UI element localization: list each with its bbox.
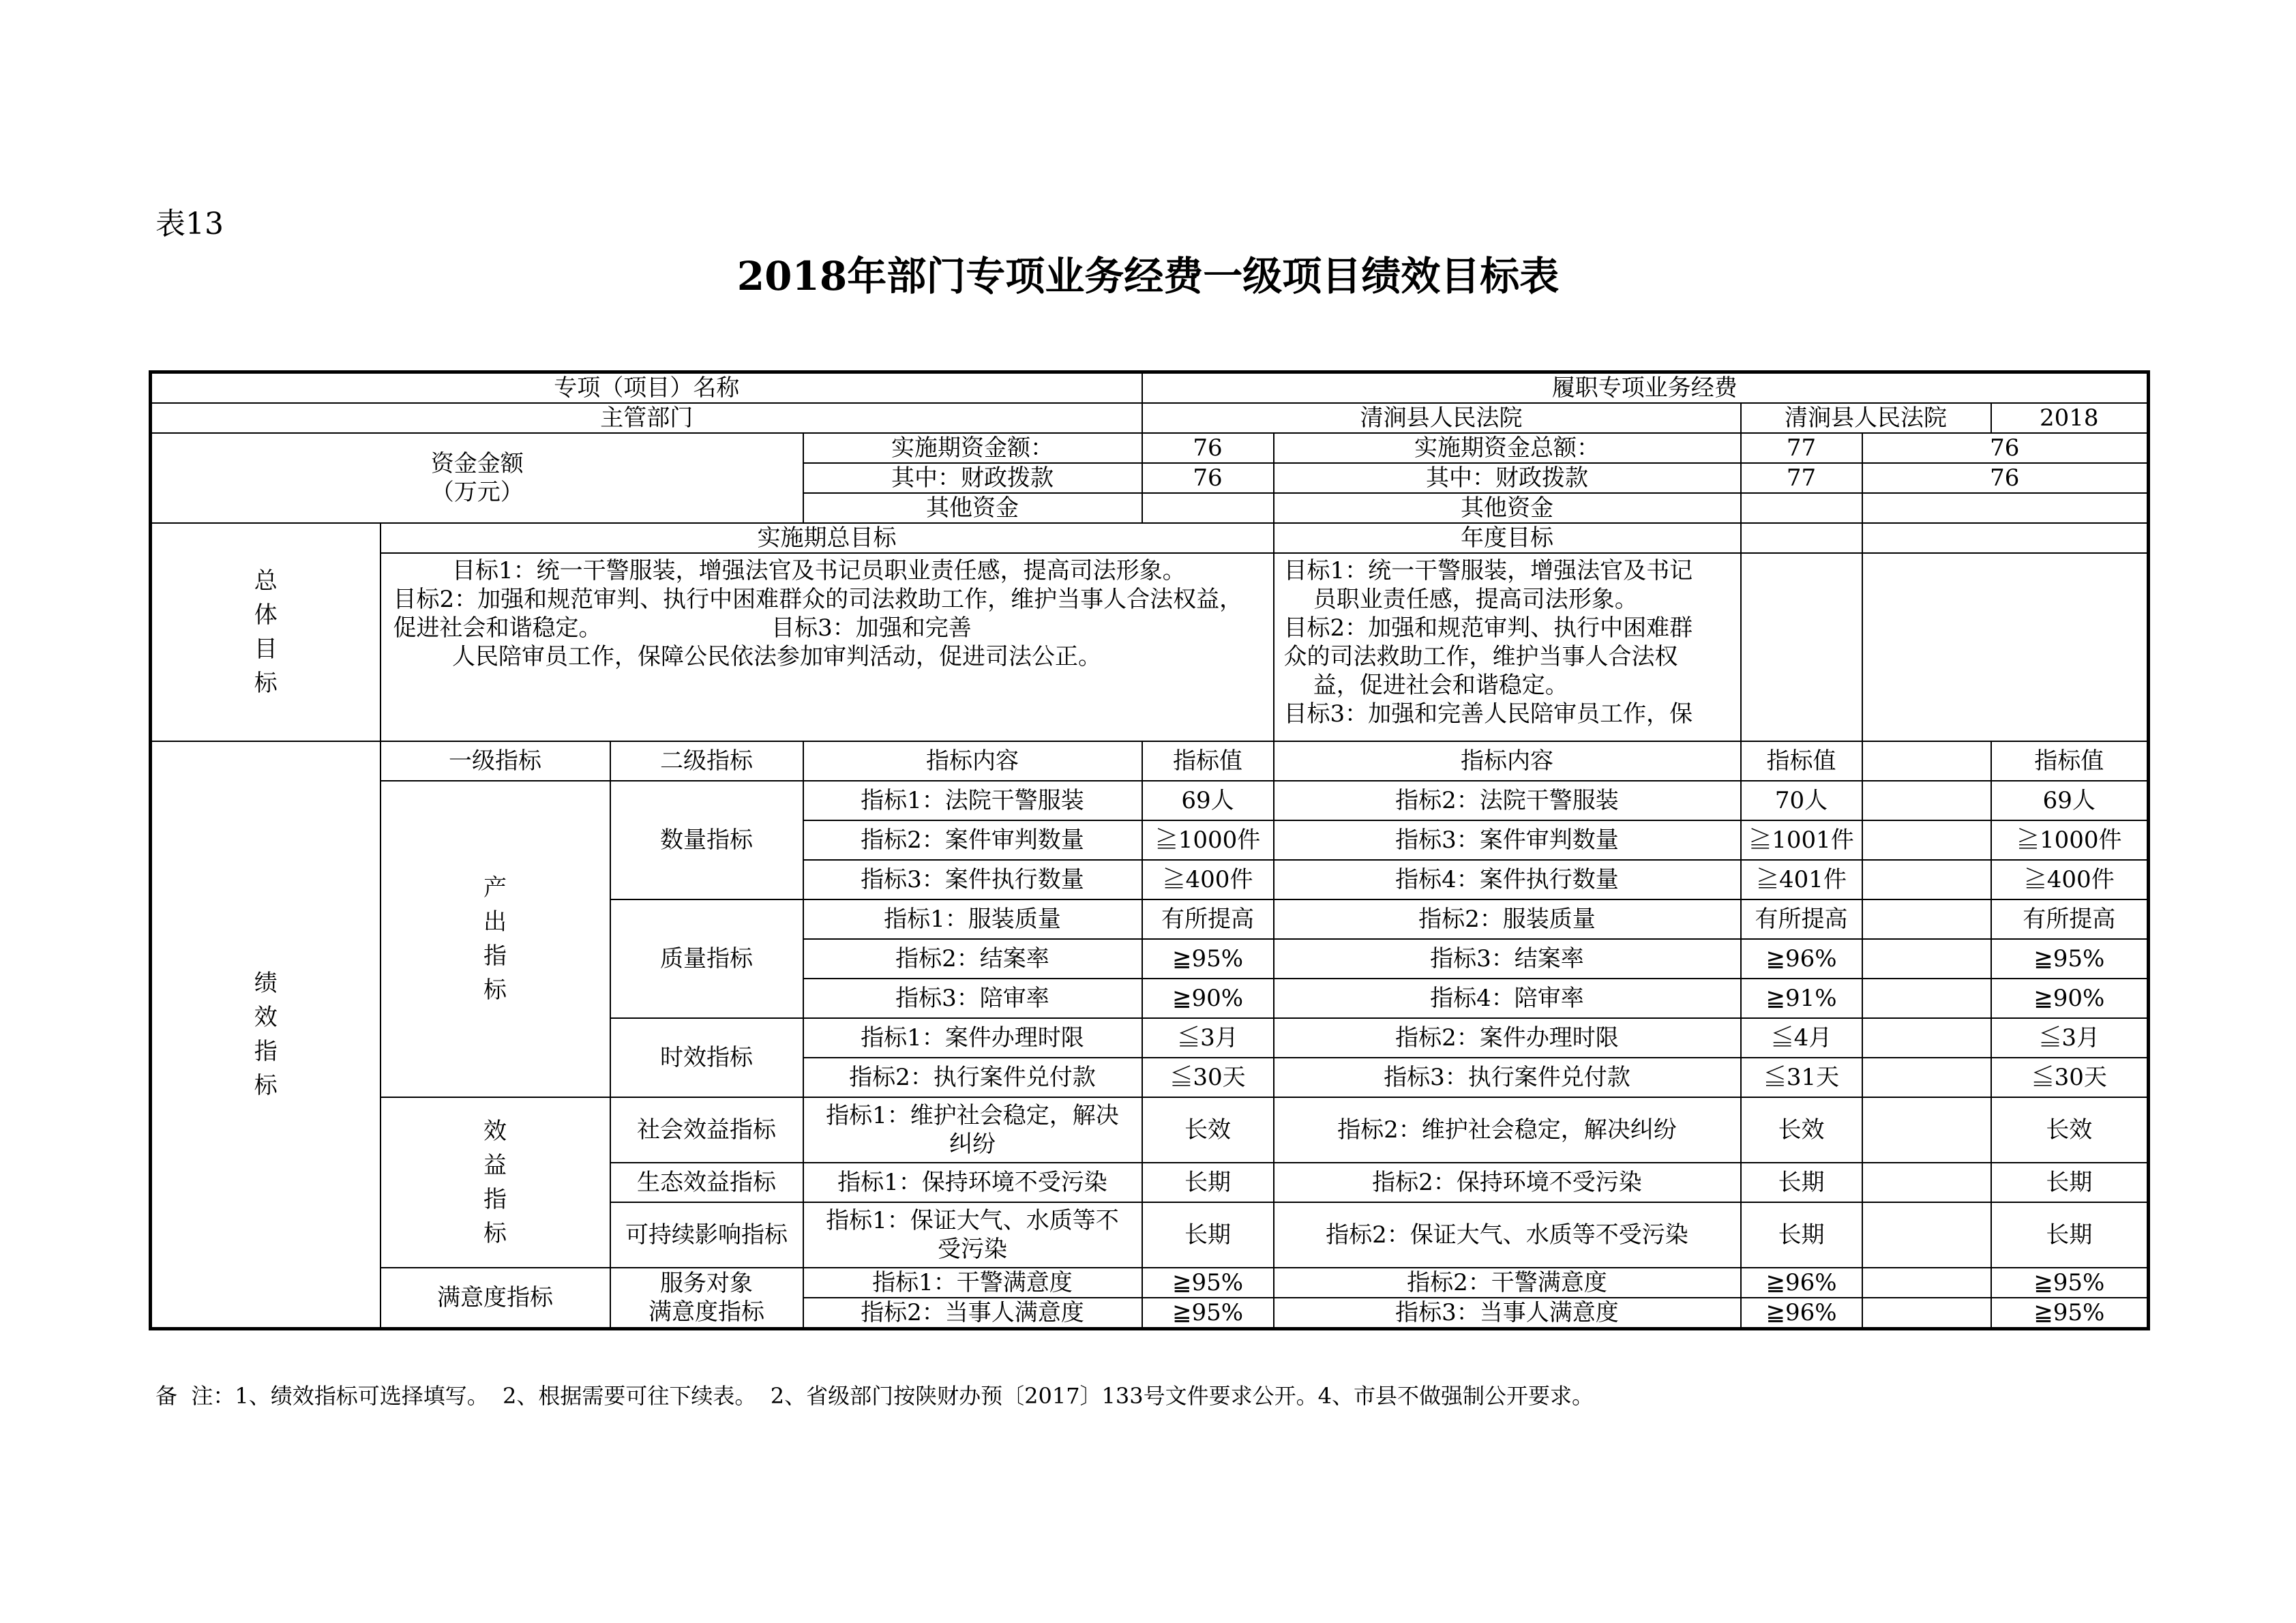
indicator-content-2: 指标3：执行案件兑付款 bbox=[1274, 1058, 1741, 1097]
indicator-content: 指标1：干警满意度 bbox=[803, 1268, 1142, 1298]
indicator-empty bbox=[1862, 820, 1991, 860]
indicator-value: ≧95% bbox=[1142, 1298, 1274, 1329]
indicator-value-2: 长效 bbox=[1741, 1097, 1862, 1163]
indicator-value: ≦30天 bbox=[1142, 1058, 1274, 1097]
benefit-side-char: 益 bbox=[483, 1152, 507, 1179]
indicator-value-2: 70人 bbox=[1741, 781, 1862, 820]
funds-other-label: 其他资金 bbox=[803, 493, 1142, 523]
funds-total-value: 76 bbox=[1142, 433, 1274, 463]
performance-table bbox=[149, 370, 2150, 1330]
funds-fiscal-value-2: 77 bbox=[1741, 463, 1862, 493]
indicator-content: 指标1：保持环境不受污染 bbox=[803, 1163, 1142, 1202]
indicator-content-2: 指标3：当事人满意度 bbox=[1274, 1298, 1741, 1329]
indicator-empty bbox=[1862, 860, 1991, 899]
goals-header-empty-2 bbox=[1862, 523, 2149, 553]
indicator-empty bbox=[1862, 1202, 1991, 1268]
indicator-content: 指标1：法院干警服装 bbox=[803, 781, 1142, 820]
indicator-value-2: ≦4月 bbox=[1741, 1018, 1862, 1058]
indicator-value: 长期 bbox=[1142, 1163, 1274, 1202]
indicator-content-2: 指标3：结案率 bbox=[1274, 939, 1741, 979]
dept-value-1: 清涧县人民法院 bbox=[1142, 403, 1741, 433]
indicator-value-2: ≧96% bbox=[1741, 1298, 1862, 1329]
funds-fiscal-value: 76 bbox=[1142, 463, 1274, 493]
indicator-value: 长期 bbox=[1142, 1202, 1274, 1268]
indicators-side-char: 标 bbox=[254, 1072, 278, 1099]
funds-total-value-3: 76 bbox=[1862, 433, 2149, 463]
funds-fiscal-label: 其中：财政拨款 bbox=[803, 463, 1142, 493]
benefit-side-char: 指 bbox=[483, 1186, 507, 1213]
indicators-side-char: 指 bbox=[254, 1038, 278, 1065]
indicators-side-label bbox=[151, 741, 381, 1329]
benefit-side-char: 效 bbox=[483, 1118, 507, 1145]
category-quality: 质量指标 bbox=[610, 899, 803, 1018]
indicator-empty bbox=[1862, 1163, 1991, 1202]
indicator-content: 指标1：维护社会稳定，解决 纠纷 bbox=[803, 1097, 1142, 1163]
indicator-value-2: ≧91% bbox=[1741, 979, 1862, 1018]
funds-total-label: 实施期资金额： bbox=[803, 433, 1142, 463]
category-time: 时效指标 bbox=[610, 1018, 803, 1097]
indicator-empty bbox=[1862, 1298, 1991, 1329]
indicator-content: 指标2：结案率 bbox=[803, 939, 1142, 979]
indicator-value: ≧95% bbox=[1142, 1268, 1274, 1298]
goals-header-row bbox=[151, 523, 2149, 553]
indicator-value: ≧90% bbox=[1142, 979, 1274, 1018]
indicator-content-2: 指标2：法院干警服装 bbox=[1274, 781, 1741, 820]
header-value-2: 指标值 bbox=[1741, 741, 1862, 781]
category-service-line2: 满意度指标 bbox=[648, 1298, 764, 1326]
indicator-content-2: 指标4：案件执行数量 bbox=[1274, 860, 1741, 899]
indicator-content-2: 指标4：陪审率 bbox=[1274, 979, 1741, 1018]
indicator-value-3: ≦3月 bbox=[1991, 1018, 2149, 1058]
funds-other-value bbox=[1142, 493, 1274, 523]
indicator-value-2: 长期 bbox=[1741, 1163, 1862, 1202]
satisfaction-label: 满意度指标 bbox=[381, 1268, 610, 1329]
table-row bbox=[151, 1268, 2149, 1298]
indicator-content: 指标2：执行案件兑付款 bbox=[803, 1058, 1142, 1097]
table-row bbox=[151, 781, 2149, 820]
indicator-empty bbox=[1862, 1268, 1991, 1298]
indicator-value: 69人 bbox=[1142, 781, 1274, 820]
indicator-value-3: ≧400件 bbox=[1991, 860, 2149, 899]
goals-side-char: 体 bbox=[254, 601, 278, 629]
indicator-value-3: ≦30天 bbox=[1991, 1058, 2149, 1097]
benefit-side-label bbox=[381, 1097, 610, 1268]
funds-total-value-2: 77 bbox=[1741, 433, 1862, 463]
category-social: 社会效益指标 bbox=[610, 1097, 803, 1163]
indicator-value: 有所提高 bbox=[1142, 899, 1274, 939]
indicator-value-3: 长效 bbox=[1991, 1097, 2149, 1163]
indicator-content-2: 指标2：保持环境不受污染 bbox=[1274, 1163, 1741, 1202]
indicator-value-2: 有所提高 bbox=[1741, 899, 1862, 939]
category-sustain: 可持续影响指标 bbox=[610, 1202, 803, 1268]
indicator-value-2: ≧401件 bbox=[1741, 860, 1862, 899]
goals-text-empty-1 bbox=[1741, 553, 1862, 741]
indicator-content-2: 指标2：维护社会稳定，解决纠纷 bbox=[1274, 1097, 1741, 1163]
funds-total-label-2: 实施期资金总额： bbox=[1274, 433, 1741, 463]
table-row bbox=[151, 1097, 2149, 1163]
goals-side-char: 标 bbox=[254, 670, 278, 697]
indicator-value: ≦3月 bbox=[1142, 1018, 1274, 1058]
indicator-content: 指标2：当事人满意度 bbox=[803, 1298, 1142, 1329]
indicator-value-2: ≧96% bbox=[1741, 1268, 1862, 1298]
project-name-label: 专项（项目）名称 bbox=[151, 372, 1142, 404]
indicator-empty bbox=[1862, 899, 1991, 939]
goals-text-row bbox=[151, 553, 2149, 741]
output-side-char: 标 bbox=[483, 977, 507, 1004]
funds-other-label-2: 其他资金 bbox=[1274, 493, 1741, 523]
goals-side-char: 目 bbox=[254, 636, 278, 663]
category-service-line1: 服务对象 bbox=[660, 1270, 753, 1297]
indicators-side-char: 绩 bbox=[254, 970, 278, 997]
project-name-value: 履职专项业务经费 bbox=[1142, 372, 2149, 404]
dept-value-2: 清涧县人民法院 bbox=[1741, 403, 1991, 433]
indicator-value-3: ≧95% bbox=[1991, 939, 2149, 979]
indicator-content-2: 指标2：保证大气、水质等不受污染 bbox=[1274, 1202, 1741, 1268]
indicator-header-row bbox=[151, 741, 2149, 781]
annual-goal-header: 年度目标 bbox=[1274, 523, 1741, 553]
funds-label bbox=[151, 433, 803, 523]
goals-side-label bbox=[151, 523, 381, 741]
category-service bbox=[610, 1268, 803, 1329]
indicator-value-3: ≧95% bbox=[1991, 1298, 2149, 1329]
header-content-2: 指标内容 bbox=[1274, 741, 1741, 781]
output-side-char: 出 bbox=[483, 908, 507, 936]
indicator-value: ≧1000件 bbox=[1142, 820, 1274, 860]
indicator-value-2: ≦31天 bbox=[1741, 1058, 1862, 1097]
footnote: 备 注：1、绩效指标可选择填写。 2、根据需要可往下续表。 2、省级部门按陕财办预〔2017〕133号文件要求公开。4、市县不做强制公开要求。 bbox=[155, 1383, 1594, 1409]
indicator-value-3: 69人 bbox=[1991, 781, 2149, 820]
indicator-value-3: ≧95% bbox=[1991, 1268, 2149, 1298]
indicator-content: 指标1：保证大气、水质等不 受污染 bbox=[803, 1202, 1142, 1268]
indicator-empty bbox=[1862, 781, 1991, 820]
page-title: 2018年部门专项业务经费一级项目绩效目标表 bbox=[736, 253, 1560, 299]
dept-year: 2018 bbox=[1991, 403, 2149, 433]
indicator-empty bbox=[1862, 1097, 1991, 1163]
goals-text-empty-2 bbox=[1862, 553, 2149, 741]
indicator-empty bbox=[1862, 939, 1991, 979]
dept-label: 主管部门 bbox=[151, 403, 1142, 433]
indicator-value-3: ≧1000件 bbox=[1991, 820, 2149, 860]
header-level1: 一级指标 bbox=[381, 741, 610, 781]
header-level2: 二级指标 bbox=[610, 741, 803, 781]
goals-header-empty-1 bbox=[1741, 523, 1862, 553]
funds-label-line2: （万元） bbox=[430, 479, 524, 506]
indicator-value: 长效 bbox=[1142, 1097, 1274, 1163]
indicator-content: 指标3：陪审率 bbox=[803, 979, 1142, 1018]
period-goal-text: 目标1：统一干警服装，增强法官及书记员职业责任感，提高司法形象。 目标2：加强和规范审判、执行中困难群众的司法救助工作，维护当事人合法权益，促进社会和谐稳定。 目标3：加强和完善 人民陪审员工作，保障公民依法参加审判活动，促进司法公正。 bbox=[381, 553, 1274, 741]
goals-side-char: 总 bbox=[254, 567, 278, 595]
indicator-value-2: ≧1001件 bbox=[1741, 820, 1862, 860]
indicator-value: ≧400件 bbox=[1142, 860, 1274, 899]
indicator-value-3: ≧90% bbox=[1991, 979, 2149, 1018]
indicator-value-3: 长期 bbox=[1991, 1202, 2149, 1268]
indicator-content: 指标1：服装质量 bbox=[803, 899, 1142, 939]
table-number: 表13 bbox=[155, 207, 224, 241]
output-side-char: 指 bbox=[483, 942, 507, 970]
output-side-label bbox=[381, 781, 610, 1097]
indicator-empty bbox=[1862, 979, 1991, 1018]
header-empty bbox=[1862, 741, 1991, 781]
funds-other-value-2 bbox=[1741, 493, 1862, 523]
funds-label-line1: 资金金额 bbox=[430, 450, 524, 477]
annual-goal-text: 目标1：统一干警服装，增强法官及书记 员职业责任感，提高司法形象。 目标2：加强和规范审判、执行中困难群 众的司法救助工作，维护当事人合法权 益，促进社会和谐稳定。 目标3：加强和完善人民陪审员工作，保 bbox=[1274, 553, 1741, 741]
indicator-content-2: 指标2：干警满意度 bbox=[1274, 1268, 1741, 1298]
indicator-value-2: 长期 bbox=[1741, 1202, 1862, 1268]
indicator-content-2: 指标3：案件审判数量 bbox=[1274, 820, 1741, 860]
indicator-value-3: 有所提高 bbox=[1991, 899, 2149, 939]
category-quantity: 数量指标 bbox=[610, 781, 803, 899]
dept-row bbox=[151, 403, 2149, 433]
indicator-value: ≧95% bbox=[1142, 939, 1274, 979]
indicator-content: 指标2：案件审判数量 bbox=[803, 820, 1142, 860]
indicator-empty bbox=[1862, 1018, 1991, 1058]
header-value: 指标值 bbox=[1142, 741, 1274, 781]
funds-fiscal-label-2: 其中：财政拨款 bbox=[1274, 463, 1741, 493]
funds-total-row bbox=[151, 433, 2149, 463]
header-content: 指标内容 bbox=[803, 741, 1142, 781]
funds-other-value-3 bbox=[1862, 493, 2149, 523]
header-value-3: 指标值 bbox=[1991, 741, 2149, 781]
benefit-side-char: 标 bbox=[483, 1220, 507, 1247]
indicator-content: 指标3：案件执行数量 bbox=[803, 860, 1142, 899]
output-side-char: 产 bbox=[483, 874, 507, 902]
indicator-value-3: 长期 bbox=[1991, 1163, 2149, 1202]
indicator-content-2: 指标2：服装质量 bbox=[1274, 899, 1741, 939]
indicator-content: 指标1：案件办理时限 bbox=[803, 1018, 1142, 1058]
indicator-value-2: ≧96% bbox=[1741, 939, 1862, 979]
funds-fiscal-value-3: 76 bbox=[1862, 463, 2149, 493]
category-eco: 生态效益指标 bbox=[610, 1163, 803, 1202]
indicator-content-2: 指标2：案件办理时限 bbox=[1274, 1018, 1741, 1058]
indicators-side-char: 效 bbox=[254, 1004, 278, 1031]
period-goal-header: 实施期总目标 bbox=[381, 523, 1274, 553]
project-row bbox=[151, 372, 2149, 404]
indicator-empty bbox=[1862, 1058, 1991, 1097]
